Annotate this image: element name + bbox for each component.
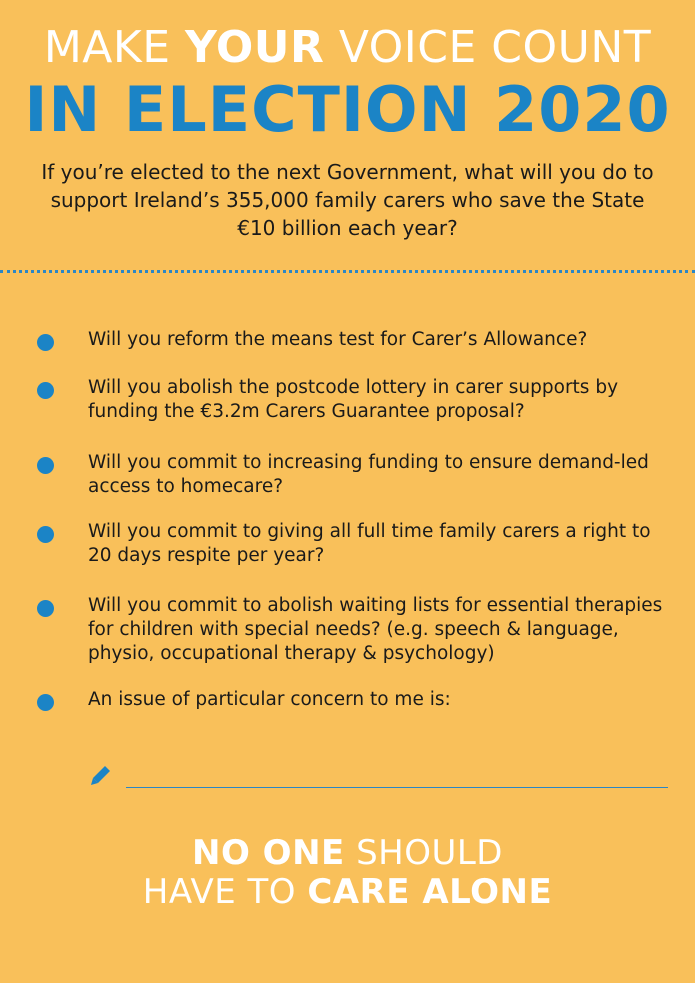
headline-1-start: MAKE: [43, 22, 186, 73]
bullet-dot-icon: [37, 600, 54, 617]
headline-in-election-2020: IN ELECTION 2020: [24, 73, 671, 146]
intro-question: If you’re elected to the next Government, what will you do to support Ireland’s 355,000 family carers who save the State €10 billion each year?: [41, 160, 654, 240]
question-text: Will you abolish the postcode lottery in carer supports by funding the €3.2m Carers Guarantee proposal?: [88, 377, 619, 422]
question-text: Will you reform the means test for Carer’s Allowance?: [88, 329, 588, 350]
bullet-dot-icon: [37, 334, 54, 351]
pencil-icon: [86, 760, 116, 790]
slogan-2-bold: CARE ALONE: [307, 872, 553, 912]
bullet-dot-icon: [37, 382, 54, 399]
bullet-dot-icon: [37, 526, 54, 543]
headline-make-your-voice-count: [0, 22, 695, 74]
slogan-line-2: [0, 872, 695, 912]
question-text: Will you commit to increasing funding to ensure demand-led access to homecare?: [88, 452, 649, 497]
headline-1-end: VOICE COUNT: [324, 22, 652, 73]
slogan-1-bold: NO ONE: [191, 833, 345, 873]
question-text: An issue of particular concern to me is:: [88, 689, 451, 710]
slogan-line-1: [0, 833, 695, 873]
bullet-dot-icon: [37, 694, 54, 711]
answer-write-line[interactable]: [126, 787, 668, 788]
slogan-1-end: SHOULD: [344, 833, 503, 873]
slogan-2-start: HAVE TO: [142, 872, 308, 912]
question-text: Will you commit to abolish waiting lists for essential therapies for children with special needs? (e.g. speech & language, physio, occupational therapy & psychology): [88, 595, 663, 664]
bullet-dot-icon: [37, 457, 54, 474]
question-text: Will you commit to giving all full time family carers a right to 20 days respite per year?: [88, 521, 651, 566]
headline-1-bold: YOUR: [185, 22, 325, 73]
dotted-divider: [0, 270, 695, 273]
